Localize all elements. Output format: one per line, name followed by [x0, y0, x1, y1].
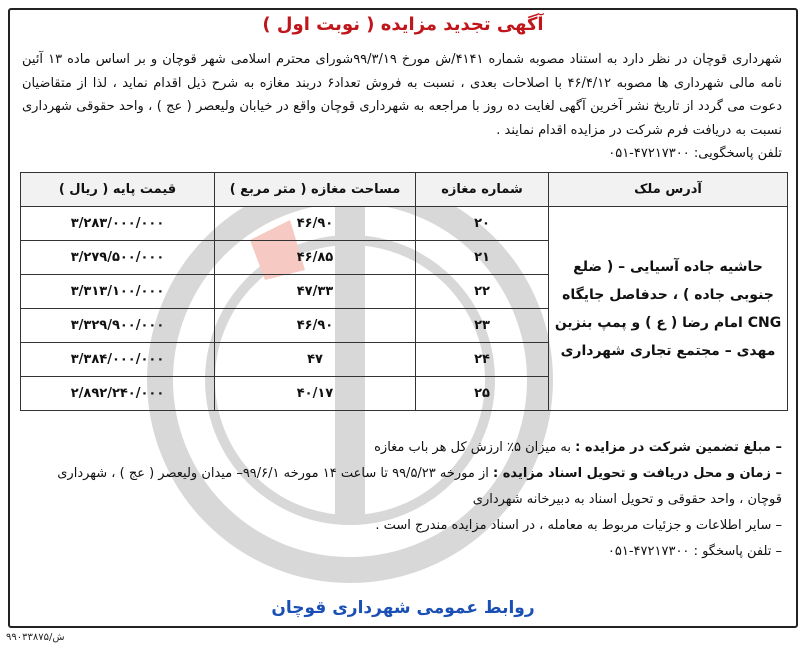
- shop-area: ۴۰/۱۷: [215, 377, 416, 411]
- delivery-label: – زمان و محل دریافت و تحویل اسناد مزایده :: [493, 466, 782, 481]
- phone-line-bottom: [22, 539, 782, 565]
- table-row: [21, 207, 788, 241]
- phone-label: تلفن پاسخگویی:: [693, 146, 782, 161]
- header-area: مساحت مغازه ( متر مربع ): [215, 173, 416, 207]
- header-price: قیمت پایه ( ریال ): [21, 173, 215, 207]
- guarantee-note: [22, 435, 782, 461]
- guarantee-text: به میزان ۵٪ ارزش کل هر باب مغازه: [374, 440, 572, 455]
- phone-line-top: [608, 146, 782, 161]
- announcement-title: آگهی تجدید مزایده ( نوبت اول ): [262, 14, 544, 35]
- delivery-text: از مورخه ۹۹/۵/۲۳ تا ساعت ۱۴ مورخه ۹۹/۶/۱– میدان ولیعصر ( عج ) ، شهرداری قوچان ، واحد حقوقی و تحویل اسناد به دبیرخانه شهرداری: [57, 466, 782, 507]
- delivery-note: [22, 461, 782, 513]
- base-price: ۳/۳۸۴/۰۰۰/۰۰۰: [21, 343, 215, 377]
- header-address: آدرس ملک: [549, 173, 788, 207]
- base-price: ۳/۳۲۹/۹۰۰/۰۰۰: [21, 309, 215, 343]
- shop-number: ۲۵: [416, 377, 549, 411]
- shop-area: ۴۶/۸۵: [215, 241, 416, 275]
- phone-number: ۰۵۱-۴۷۲۱۷۳۰۰: [607, 544, 690, 559]
- phone-number: ۰۵۱-۴۷۲۱۷۳۰۰: [608, 146, 690, 161]
- footer-signature: روابط عمومی شهرداری قوچان: [271, 598, 535, 618]
- announcement-frame: [8, 8, 798, 628]
- phone-bottom-label: – تلفن پاسخگو :: [693, 544, 782, 559]
- shop-number: ۲۴: [416, 343, 549, 377]
- notes-section: [22, 435, 782, 565]
- shop-area: ۴۶/۹۰: [215, 207, 416, 241]
- shop-number: ۲۳: [416, 309, 549, 343]
- shop-number: ۲۰: [416, 207, 549, 241]
- base-price: ۳/۲۸۳/۰۰۰/۰۰۰: [21, 207, 215, 241]
- shop-number: ۲۱: [416, 241, 549, 275]
- shop-area: ۴۷/۳۳: [215, 275, 416, 309]
- other-info-note: – سایر اطلاعات و جزئیات مربوط به معامله ، در اسناد مزایده مندرج است .: [375, 518, 782, 533]
- intro-paragraph: شهرداری قوچان در نظر دارد به استناد مصوبه شماره ۴۱۴۱/ش مورخ ۹۹/۳/۱۹شورای محترم اسلامی شهر قوچان و بر اساس ماده ۱۳ آئین نامه مالی شهرداری ها مصوبه ۴۶/۴/۱۲ با اصلاحات بعدی ، نسبت به فروش تعداد۶ دربند مغازه به شرح ذیل اقدام نماید ، لذا از متقاضیان دعوت می گردد از تاریخ نشر آخرین آگهی لغایت ده روز با مراجعه به شهرداری قوچان واقع در خیابان ولیعصر ( عج ) ، واحد حقوقی شهرداری نسبت به دریافت فرم شرکت در مزایده اقدام نمایند .: [22, 52, 782, 138]
- shops-table: [20, 172, 788, 411]
- base-price: ۳/۲۷۹/۵۰۰/۰۰۰: [21, 241, 215, 275]
- base-price: ۳/۳۱۳/۱۰۰/۰۰۰: [21, 275, 215, 309]
- shop-area: ۴۷: [215, 343, 416, 377]
- shop-area: ۴۶/۹۰: [215, 309, 416, 343]
- guarantee-label: – مبلغ تضمین شرکت در مزایده :: [575, 440, 782, 455]
- header-shop-number: شماره مغازه: [416, 173, 549, 207]
- table-header-row: [21, 173, 788, 207]
- shop-number: ۲۲: [416, 275, 549, 309]
- reference-code: ۹۹۰۳۳۸۷۵/ش: [6, 632, 65, 643]
- property-address: حاشیه جاده آسیایی – ( ضلع جنوبی جاده ) ، حدفاصل جایگاه CNG امام رضا ( ع ) و پمپ بنزین مهدی – مجتمع تجاری شهرداری: [549, 207, 788, 411]
- base-price: ۲/۸۹۲/۲۴۰/۰۰۰: [21, 377, 215, 411]
